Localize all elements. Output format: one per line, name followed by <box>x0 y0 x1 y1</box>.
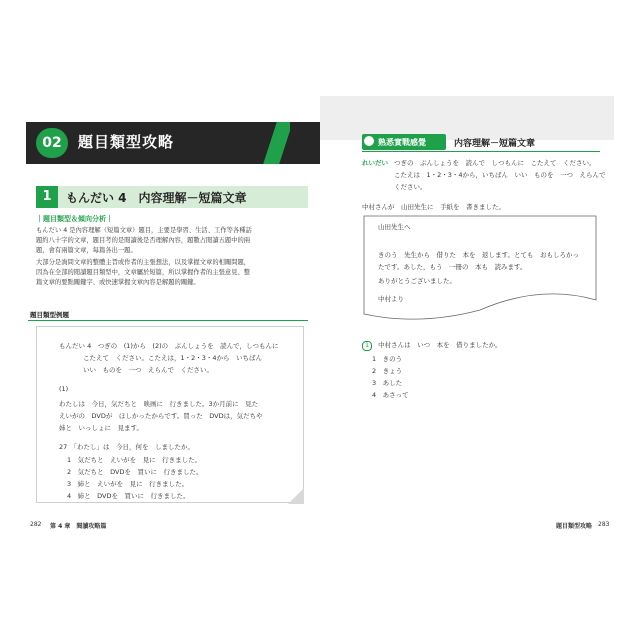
left-page <box>26 96 322 536</box>
question-row <box>362 340 502 351</box>
example-line: こたえて ください。こたえは，1・2・3・4から いちばん <box>83 354 263 362</box>
analysis-paragraph-line: 大部分是詢問文章的整體主旨或作者的主張想法，以及掌握文章的相關問題， <box>36 259 251 266</box>
left-footer-chapter: 第 4 章 閱讀攻略篇 <box>50 523 107 530</box>
section-title: 内容理解－短篇文章 <box>454 139 536 149</box>
letter-line: きのう 先生から 借りた 本を 返します。とても おもしろかっ <box>378 251 579 259</box>
example-line: わたしは 今日，気だちと 映画に 行きました。3か月前に 見た <box>59 400 259 408</box>
analysis-paragraph-line: 因為在全部的閱讀題目類型中，文章屬於短篇，所以掌握作者的主張意見、整 <box>36 269 251 276</box>
example-option: 1 気だちと えいがを 見に 行きました。 <box>67 456 202 464</box>
analysis-paragraph-line: 題，會有兩篇文章，每篇各出一題。 <box>36 247 137 254</box>
letter-signature: 中村より <box>378 295 404 303</box>
chapter-number-badge: 02 <box>36 128 68 158</box>
analysis-paragraph-line: 篇文章的要點關鍵字、或快速掌握文章內容是解題的關鍵。 <box>36 279 200 286</box>
left-page-number: 282 <box>30 521 42 528</box>
question-type-title: もんだい 4 内容理解－短篇文章 <box>66 191 247 205</box>
tag-bullet-icon <box>364 136 374 146</box>
letter-line: たです。あした，もう 一冊の 本も 読みます。 <box>378 263 527 271</box>
question-text: 中村さんは いつ 本を 借りましたか。 <box>378 341 502 349</box>
question-type-header <box>36 186 308 208</box>
example-line: いい ものを 一つ えらんで ください。 <box>83 366 213 374</box>
instruction-line: つぎの ぶんしょうを 読んで しつもんに こたえて ください。 <box>394 159 596 167</box>
example-label: 題目類型例題 <box>30 311 69 319</box>
letter-intro: 中村さんが 山田先生に 手紙を 書きました。 <box>362 203 505 211</box>
analysis-paragraph-line: 題約八十字的文章，題目考的是閱讀後是否理解內容，題數占閱讀五題中的兩 <box>36 237 251 244</box>
analysis-label: ｜題目類型＆傾向分析｜ <box>36 215 113 223</box>
reidai-label: れいだい <box>362 159 388 167</box>
question-number-circle: 1 <box>362 341 372 351</box>
section-rule <box>362 151 600 152</box>
question-number: 1 <box>36 186 58 208</box>
answer-option: 4 あさって <box>372 391 409 399</box>
example-option: 2 気だちと DVDを 買いに 行きました。 <box>67 468 203 476</box>
letter-line: ありがとうございました。 <box>378 277 456 285</box>
example-line: えいがの DVDが ほしかったからです。買った DVDは，気だちや <box>59 412 263 420</box>
example-box <box>36 326 304 503</box>
example-line: (1) <box>59 385 69 393</box>
example-option: 3 姉と えいがを 見に 行きました。 <box>67 480 189 488</box>
right-page <box>320 96 614 536</box>
example-question: 27 「わたし」は 今日，何を しましたか。 <box>59 443 195 451</box>
right-footer-title: 題目類型攻略 <box>556 523 593 530</box>
header-dark-stripe <box>290 122 324 164</box>
example-line: 姉と いっしょに 見ます。 <box>59 424 143 432</box>
example-tab-rule <box>28 308 308 321</box>
instruction-line: こたえは 1・2・3・4から，いちばん いい ものを 一つ えらんで <box>394 171 606 179</box>
letter-line: 山田先生へ <box>378 223 411 231</box>
instruction-line: ください。 <box>394 183 427 191</box>
chapter-title: 題目類型攻略 <box>78 133 175 151</box>
answer-option: 1 きのう <box>372 355 403 363</box>
example-line: もんだい 4 つぎの (1)から (2)の ぶんしょうを 読んで，しつもんに <box>59 342 279 350</box>
example-option: 4 姉と DVDを 買いに 行きました。 <box>67 492 190 500</box>
answer-option: 2 きょう <box>372 367 403 375</box>
right-page-number: 283 <box>598 521 610 528</box>
answer-option: 3 あした <box>372 379 403 387</box>
analysis-paragraph-line: もんだい 4 是內容理解（短篇文章）題目，主要是學習、生活、工作等各種話 <box>36 227 252 234</box>
practice-tag-label: 熟悉實戰感覺 <box>378 138 426 147</box>
